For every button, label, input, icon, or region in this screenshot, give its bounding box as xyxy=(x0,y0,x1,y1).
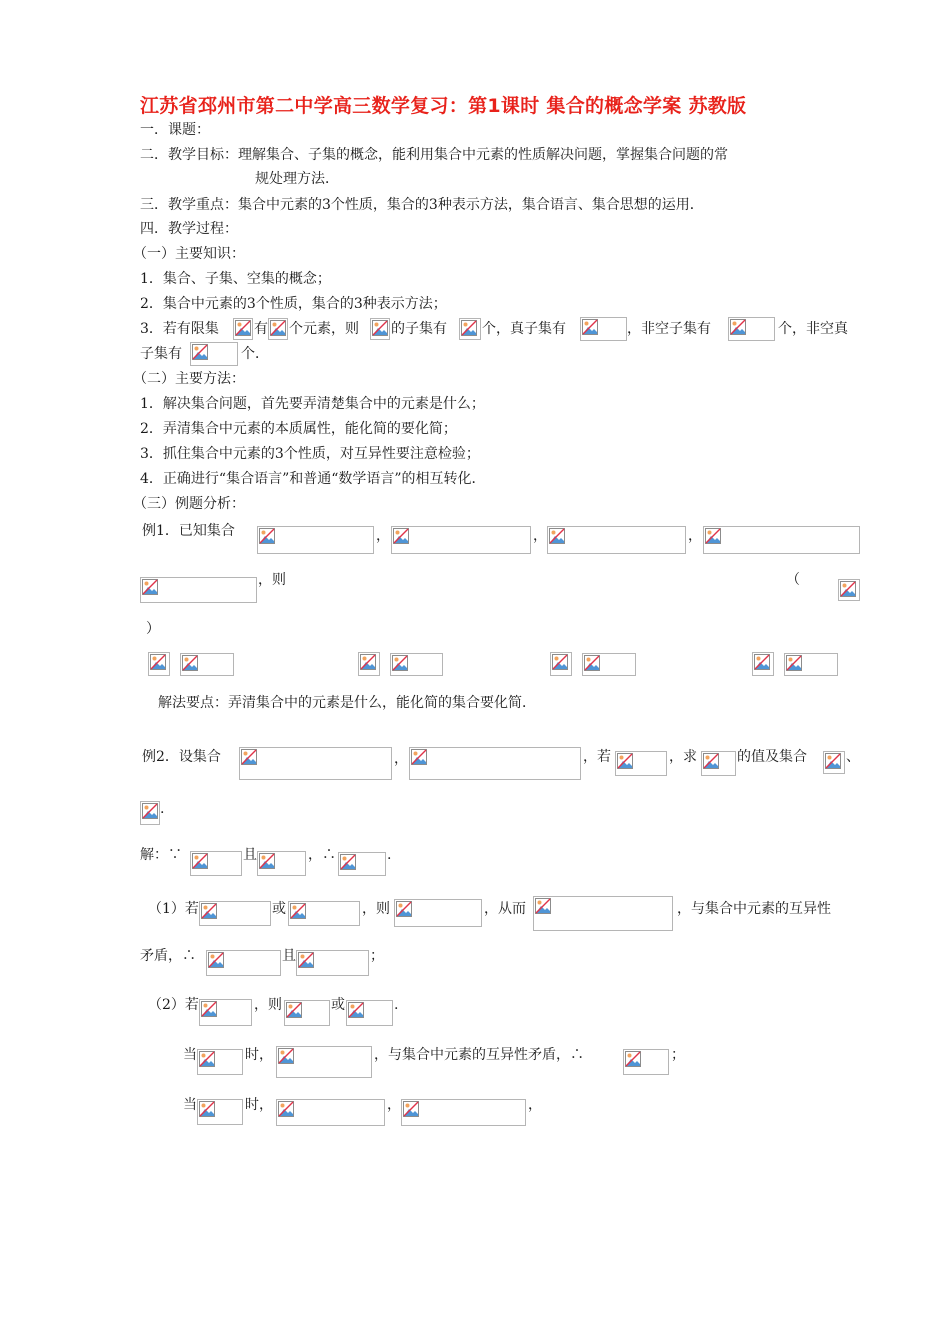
broken-image-icon xyxy=(728,317,775,341)
section-process: 四．教学过程： xyxy=(140,221,238,237)
case2-then: ，则 xyxy=(254,997,282,1013)
part1-item3-t6: ，非空子集有 xyxy=(627,321,711,337)
case1-conflict: ，与集合中元素的互异性 xyxy=(677,901,831,917)
section-topic: 一．课题： xyxy=(140,122,210,138)
part1-item3-t8: 子集有 xyxy=(140,346,182,362)
case2a-time: 时， xyxy=(245,1047,273,1063)
broken-image-icon xyxy=(233,318,253,340)
broken-image-icon xyxy=(391,526,531,554)
part2-item3: 3．抓住集合中元素的3个性质，对互异性要注意检验； xyxy=(140,446,480,462)
broken-image-icon xyxy=(784,653,838,676)
broken-image-icon xyxy=(190,851,242,876)
case2b-time: 时， xyxy=(245,1097,273,1113)
broken-image-icon xyxy=(394,899,482,927)
ex1-tip: 解法要点：弄清集合中的元素是什么，能化简的集合要化简． xyxy=(158,695,536,711)
case2a-conflict: ，与集合中元素的互异性矛盾，∴ xyxy=(374,1047,584,1063)
part2-heading: （二）主要方法： xyxy=(133,371,245,387)
broken-image-icon xyxy=(190,342,238,366)
broken-image-icon xyxy=(140,577,257,603)
broken-image-icon xyxy=(268,318,288,340)
part1-item3-t4: 的子集有 xyxy=(391,321,447,337)
part1-item3-t3: 个元素，则 xyxy=(289,321,359,337)
part2-item2: 2．弄清集合中元素的本质属性，能化简的要化简； xyxy=(140,421,457,437)
broken-image-icon xyxy=(276,1046,372,1078)
part1-item2: 2．集合中元素的3个性质，集合的3种表示方法； xyxy=(140,296,447,312)
broken-image-icon xyxy=(199,901,271,926)
ex1-lead: 例1．已知集合 xyxy=(142,523,235,539)
ex1-paren-close: ） xyxy=(146,621,160,637)
case1-or: 或 xyxy=(272,901,286,917)
part1-item3-t2: 有 xyxy=(254,321,268,337)
case2-lead: （2）若 xyxy=(148,997,199,1013)
case2a-when: 当 xyxy=(183,1047,197,1063)
broken-image-icon xyxy=(206,950,281,976)
broken-image-icon xyxy=(615,751,667,776)
broken-image-icon xyxy=(257,526,374,554)
broken-image-icon xyxy=(180,653,234,676)
ex2-find: ，求 xyxy=(669,749,697,765)
case2b-comma-end: ， xyxy=(528,1097,542,1113)
case2-or: 或 xyxy=(331,997,345,1013)
ex2-comma: ， xyxy=(394,751,408,767)
case1-semicolon: ； xyxy=(370,948,384,964)
ex2-period: . xyxy=(160,801,165,817)
section-focus: 三．教学重点：集合中元素的3个性质，集合的3种表示方法，集合语言、集合思想的运用． xyxy=(140,197,704,213)
case1-then: ，则 xyxy=(362,901,390,917)
broken-image-icon xyxy=(580,317,627,341)
ex1-then: ，则 xyxy=(258,572,286,588)
broken-image-icon xyxy=(752,652,774,676)
broken-image-icon xyxy=(197,1049,243,1075)
case2b-comma: ， xyxy=(387,1097,401,1113)
part1-item3-t1: 3．若有限集 xyxy=(140,321,219,337)
broken-image-icon xyxy=(459,318,481,340)
ex2-lead: 例2．设集合 xyxy=(142,749,221,765)
broken-image-icon xyxy=(409,747,581,780)
solution-and: 且 xyxy=(243,847,257,863)
broken-image-icon xyxy=(582,653,636,676)
case2-end: . xyxy=(394,997,399,1013)
broken-image-icon xyxy=(199,999,252,1026)
ex2-if: ，若 xyxy=(583,749,611,765)
broken-image-icon xyxy=(296,950,369,976)
section-goals: 二．教学目标：理解集合、子集的概念，能利用集合中元素的性质解决问题，掌握集合问题的常 xyxy=(140,147,728,163)
broken-image-icon xyxy=(257,851,306,876)
case1-thus: ，从而 xyxy=(484,901,526,917)
broken-image-icon xyxy=(390,653,443,676)
broken-image-icon xyxy=(370,318,390,340)
part3-heading: （三）例题分析： xyxy=(133,496,245,512)
broken-image-icon xyxy=(701,751,736,776)
broken-image-icon xyxy=(239,747,392,780)
broken-image-icon xyxy=(838,579,860,601)
broken-image-icon xyxy=(346,1000,393,1026)
case1-line2: 矛盾，∴ xyxy=(140,948,196,964)
broken-image-icon xyxy=(823,751,845,774)
broken-image-icon xyxy=(338,852,386,876)
solution-end: . xyxy=(387,847,392,863)
solution-therefore: ，∴ xyxy=(308,847,336,863)
ex2-pause: 、 xyxy=(846,749,860,765)
ex1-comma: ， xyxy=(376,528,390,544)
ex1-paren-open: （ xyxy=(786,572,800,588)
broken-image-icon xyxy=(401,1099,526,1126)
broken-image-icon xyxy=(140,801,160,825)
ex1-comma: ， xyxy=(688,528,702,544)
broken-image-icon xyxy=(547,526,686,554)
case2a-semicolon: ； xyxy=(671,1047,685,1063)
section-goals-cont: 规处理方法． xyxy=(255,171,339,187)
broken-image-icon xyxy=(276,1099,385,1126)
broken-image-icon xyxy=(284,1000,330,1026)
broken-image-icon xyxy=(288,901,360,926)
part1-item3-t9: 个． xyxy=(241,346,269,362)
document-title: 江苏省邳州市第二中学高三数学复习：第1课时 集合的概念学案 苏教版 xyxy=(140,95,747,117)
ex1-comma: ， xyxy=(533,528,547,544)
broken-image-icon xyxy=(148,652,170,676)
broken-image-icon xyxy=(550,652,572,676)
case1-and: 且 xyxy=(282,948,296,964)
broken-image-icon xyxy=(358,652,380,676)
broken-image-icon xyxy=(623,1049,669,1075)
solution-lead: 解：∵ xyxy=(140,847,182,863)
broken-image-icon xyxy=(197,1099,243,1125)
part1-item3-t7: 个，非空真 xyxy=(778,321,848,337)
part2-item1: 1．解决集合问题，首先要弄清楚集合中的元素是什么； xyxy=(140,396,485,412)
broken-image-icon xyxy=(533,896,673,931)
case2b-when: 当 xyxy=(183,1097,197,1113)
broken-image-icon xyxy=(703,526,860,554)
ex2-value-and-set: 的值及集合 xyxy=(737,749,807,765)
part1-item3-t5: 个，真子集有 xyxy=(482,321,566,337)
part1-item1: 1．集合、子集、空集的概念； xyxy=(140,271,331,287)
case1-lead: （1）若 xyxy=(148,901,199,917)
part2-item4: 4．正确进行“集合语言”和普通“数学语言”的相互转化． xyxy=(140,471,486,487)
part1-heading: （一）主要知识： xyxy=(133,246,245,262)
